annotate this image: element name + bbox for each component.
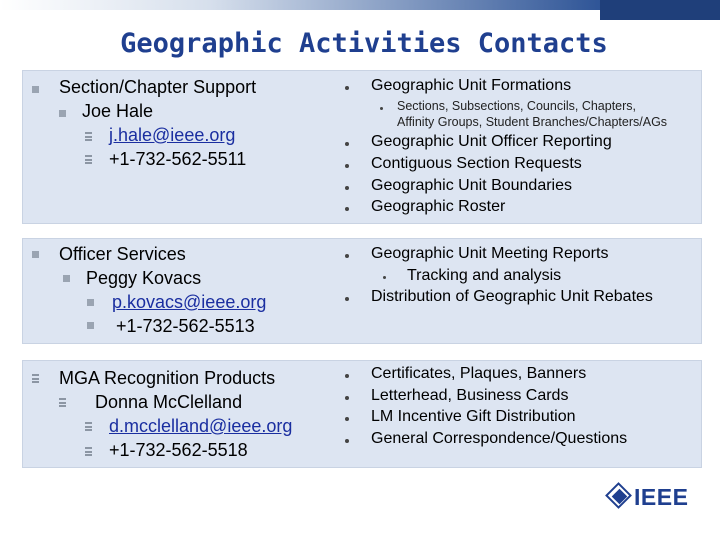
contact-panel-section-support [22, 70, 702, 224]
responsibility-item: Geographic Roster [371, 198, 506, 215]
responsibility-item: LM Incentive Gift Distribution [371, 408, 576, 425]
bullet-dot-icon [345, 417, 349, 421]
page-title: Geographic Activities Contacts [120, 28, 608, 59]
contact-name: Peggy Kovacs [86, 268, 202, 288]
bullet-square-icon [87, 299, 94, 306]
panel-heading: Officer Services [59, 244, 186, 264]
bullet-dot-icon [345, 186, 349, 190]
bullet-square-icon [59, 110, 66, 117]
bullet-dot-icon [345, 207, 349, 211]
bullet-lines-icon [85, 422, 92, 431]
responsibility-item: General Correspondence/Questions [371, 430, 628, 447]
contact-phone: +1-732-562-5513 [116, 316, 255, 336]
bullet-dot-icon [345, 297, 349, 301]
contact-name: Joe Hale [82, 101, 154, 121]
bullet-dot-icon [345, 396, 349, 400]
bullet-lines-icon [85, 155, 92, 164]
contact-email-link[interactable]: j.hale@ieee.org [109, 125, 236, 145]
bullet-square-icon [63, 275, 70, 282]
responsibility-subitem-cont: Affinity Groups, Student Branches/Chapters/AGs [397, 115, 668, 129]
bullet-lines-icon [59, 398, 66, 407]
responsibility-item: Geographic Unit Officer Reporting [371, 133, 612, 150]
responsibility-item: Contiguous Section Requests [371, 155, 582, 172]
responsibility-subitem: Sections, Subsections, Councils, Chapters, [397, 99, 637, 113]
bullet-dot-icon [380, 107, 383, 110]
responsibility-item: Distribution of Geographic Unit Rebates [371, 288, 653, 305]
bullet-square-icon [32, 86, 39, 93]
top-solid-block [600, 0, 720, 20]
contact-name: Donna McClelland [95, 392, 243, 412]
bullet-lines-icon [85, 132, 92, 141]
bullet-dot-icon [345, 254, 349, 258]
top-decor-bar [0, 0, 720, 22]
bullet-dot-icon [383, 276, 386, 279]
contact-phone: +1-732-562-5511 [109, 149, 247, 169]
responsibility-item: Geographic Unit Formations [371, 77, 572, 94]
responsibility-subitem: Tracking and analysis [407, 267, 562, 284]
ieee-logo-text: IEEE [634, 484, 689, 510]
panel-heading: MGA Recognition Products [59, 368, 276, 388]
bullet-dot-icon [345, 439, 349, 443]
contact-phone: +1-732-562-5518 [109, 440, 248, 460]
top-gradient-stripe [0, 0, 600, 10]
responsibility-item: Letterhead, Business Cards [371, 387, 569, 404]
responsibility-item: Geographic Unit Meeting Reports [371, 245, 609, 262]
bullet-dot-icon [345, 374, 349, 378]
responsibility-item: Certificates, Plaques, Banners [371, 365, 587, 382]
contact-email-link[interactable]: d.mcclelland@ieee.org [109, 416, 293, 436]
contact-panel-recognition-products [22, 360, 702, 468]
panel-heading: Section/Chapter Support [59, 77, 257, 97]
bullet-dot-icon [345, 164, 349, 168]
bullet-dot-icon [345, 142, 349, 146]
bullet-dot-icon [345, 86, 349, 90]
bullet-square-icon [87, 322, 94, 329]
contact-panel-officer-services [22, 238, 702, 344]
bullet-square-icon [32, 251, 39, 258]
responsibility-item: Geographic Unit Boundaries [371, 177, 573, 194]
contact-email-link[interactable]: p.kovacs@ieee.org [112, 292, 267, 312]
bullet-lines-icon [32, 374, 39, 383]
bullet-lines-icon [85, 447, 92, 456]
